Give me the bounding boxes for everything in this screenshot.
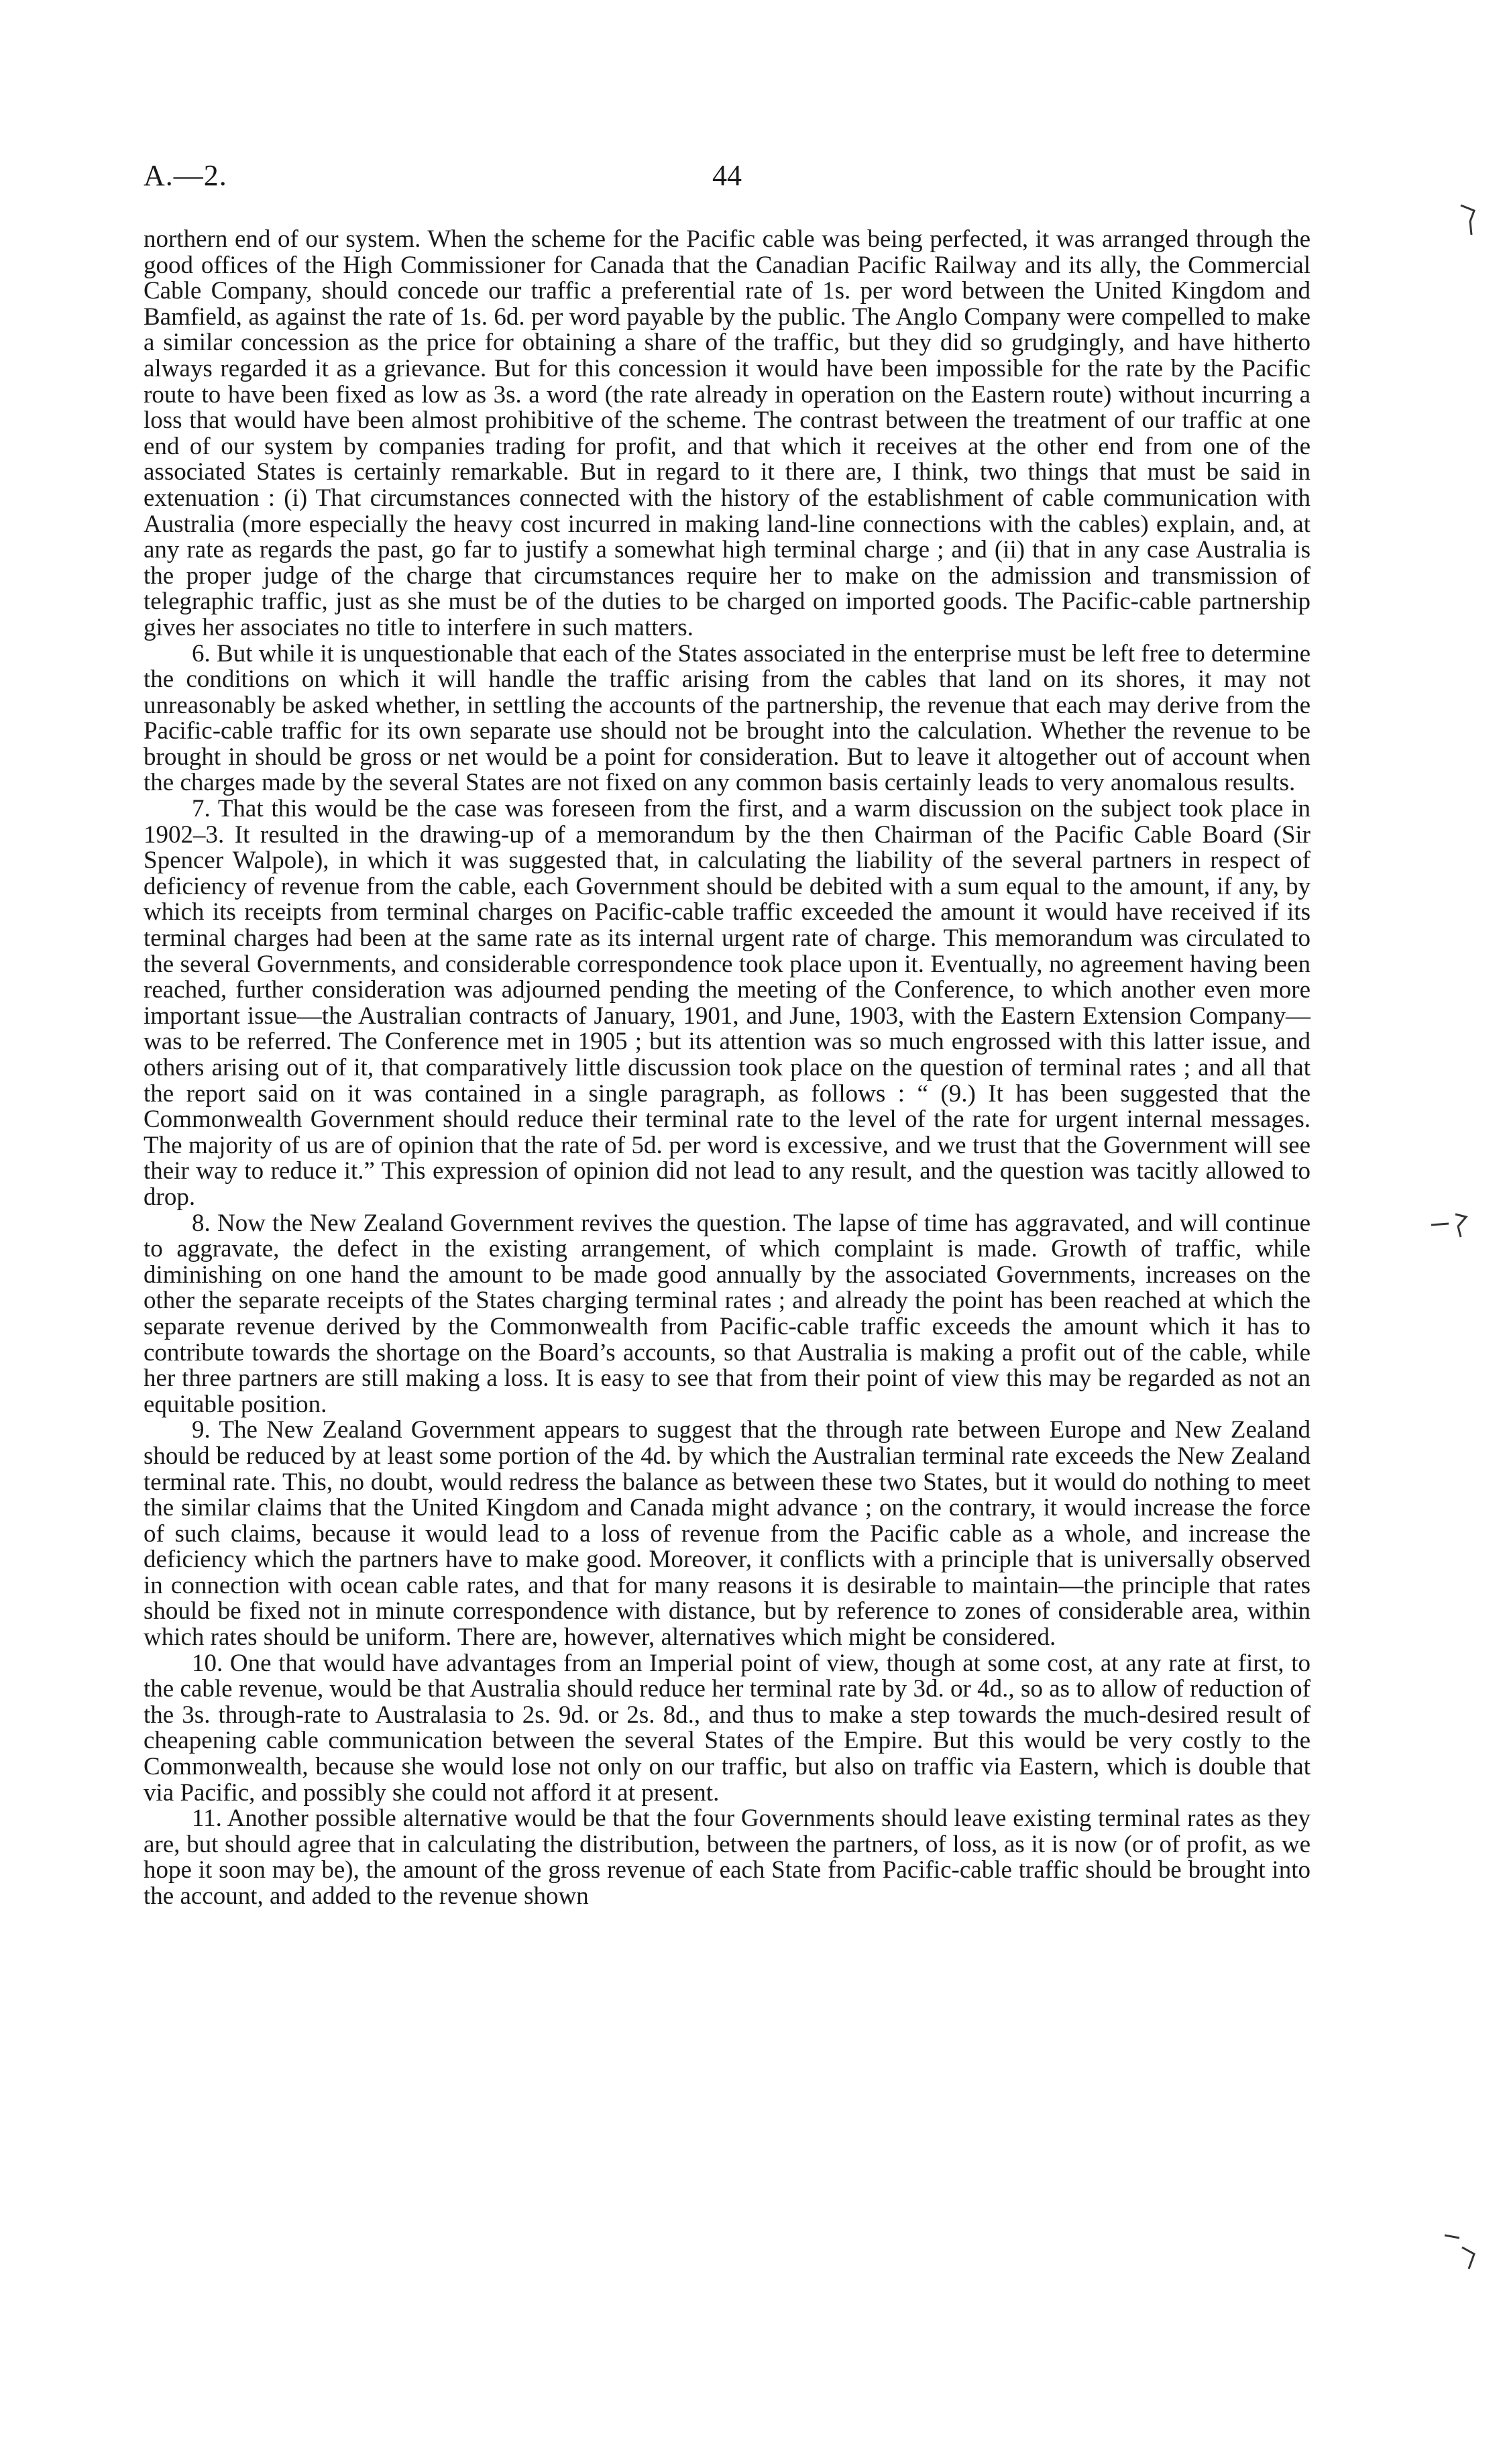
document-reference: A.—2. [144,159,227,192]
paragraph-6: 6. But while it is unquestionable that each of the States associated in the enterprise must be left free to determine the conditions on which it will handle the traffic arising from the cables that land on its shores, it may not unreasonably be asked whether, in settling the accounts of the partnership, the revenue that each may derive from the Pacific-cable traffic for its own separate use should not be brought into the calculation. Whether the revenue to be brought in should be gross or net would be a point for consideration. But to leave it altogether out of account when the charges made by the several States are not fixed on any common basis certainly leads to very anomalous results. [144,639,1311,797]
margin-mark-icon [1442,2227,1482,2274]
page-number: 44 [712,159,742,192]
margin-mark-icon [1455,201,1482,242]
page-header [144,158,1311,199]
paragraph-9: 9. The New Zealand Government appears to suggest that the through rate between Europe and New Zealand should be reduced by at least some portion of the 4d. by which the Australian terminal rate exceeds the New Zealand terminal rate. This, no doubt, would redress the balance as between these two States, but it would do nothing to meet the similar claims that the United Kingdom and Canada might advance ; on the contrary, it would increase the force of such claims, because it would lead to a loss of revenue from the Pacific cable as a whole, and increase the deficiency which the partners have to make good. Moreover, it conflicts with a principle that is universally observed in connection with ocean cable rates, and that for many reasons it is desirable to maintain—the principle that rates should be fixed not in minute correspondence with distance, but by reference to zones of considerable area, within which rates should be uniform. There are, however, alternatives which might be considered. [144,1416,1311,1652]
body-text [144,227,1311,1910]
paragraph-10: 10. One that would have advantages from an Imperial point of view, though at some cost, at any rate at first, to the cable revenue, would be that Australia should reduce her terminal rate by 3d. or 4d., so as to allow of reduction of the 3s. through-rate to Australasia to 2s. 9d. or 2s. 8d., and thus to make a step towards the much-desired result of cheapening cable communication between the several States of the Empire. But this would be very costly to the Commonwealth, because she would lose not only on our traffic, but also on traffic via Eastern, which is double that via Pacific, and possibly she could not afford it at present. [144,1649,1311,1807]
paragraph-7: 7. That this would be the case was foreseen from the first, and a warm discussion on the subject took place in 1902–3. It resulted in the drawing-up of a memorandum by the then Chairman of the Pacific Cable Board (Sir Spencer Walpole), in which it was suggested that, in calculating the liability of the several partners in respect of deficiency of revenue from the cable, each Government should be debited with a sum equal to the amount, if any, by which its receipts from terminal charges on Pacific-cable traffic exceeded the amount it would have received if its terminal charges had been at the same rate as its internal urgent rate of charge. This memorandum was circulated to the several Governments, and considerable correspondence took place upon it. Eventually, no agreement having been reached, further consideration was adjourned pending the meeting of the Conference, to which another even more important issue—the Australian contracts of January, 1901, and June, 1903, with the Eastern Extension Company—was to be referred. The Conference met in 1905 ; but its attention was so much engrossed with this latter issue, and others arising out of it, that comparatively little discussion took place on the question of terminal rates ; and all that the report said on it was contained in a single paragraph, as follows : “ (9.) It has been suggested that the Commonwealth Government should reduce their terminal rate to the level of the rate for urgent internal messages. The majority of us are of opinion that the rate of 5d. per word is excessive, and we trust that the Government will see their way to reduce it.” This expression of opinion did not lead to any result, and the question was tacitly allowed to drop. [144,795,1311,1211]
paragraph-continuation: northern end of our system. When the scheme for the Pacific cable was being perfected, it was arranged through the good offices of the High Commissioner for Canada that the Canadian Pacific Railway and its ally, the Commercial Cable Company, should concede our traffic a preferential rate of 1s. per word between the United Kingdom and Bamfield, as against the rate of 1s. 6d. per word payable by the public. The Anglo Company were compelled to make a similar concession as the price for obtaining a share of the traffic, but they did so grudgingly, and have hitherto always regarded it as a grievance. But for this concession it would have been impossible for the rate by the Pacific route to have been fixed as low as 3s. a word (the rate already in operation on the Eastern route) without incurring a loss that would have been almost prohibitive of the scheme. The contrast between the treatment of our traffic at one end of our system by companies trading for profit, and that which it receives at the other end from one of the associated States is certainly remarkable. But in regard to it there are, I think, two things that must be said in extenuation : (i) That circumstances connected with the history of the establishment of cable communication with Australia (more especially the heavy cost incurred in making land-line connections with the cables) explain, and, at any rate as regards the past, go far to justify a somewhat high terminal charge ; and (ii) that in any case Australia is the proper judge of the charge that circumstances require her to make on the admission and transmission of telegraphic traffic, just as she must be of the duties to be charged on imported goods. The Pacific-cable partnership gives her associates no title to interfere in such matters. [144,225,1311,641]
paragraph-11: 11. Another possible alternative would be that the four Governments should leave existing terminal rates as they are, but should agree that in calculating the distribution, between the partners, of loss, as it is now (or of profit, as we hope it soon may be), the amount of the gross revenue of each State from Pacific-cable traffic should be brought into the account, and added to the revenue shown [144,1805,1311,1910]
margin-mark-icon [1429,1208,1475,1241]
paragraph-8: 8. Now the New Zealand Government revives the question. The lapse of time has aggravated, and will continue to aggravate, the defect in the existing arrangement, of which complaint is made. Growth of traffic, while diminishing on one hand the amount to be made good annually by the associated Governments, increases on the other the separate receipts of the States charging terminal rates ; and already the point has been reached at which the separate revenue derived by the Commonwealth from Pacific-cable traffic exceeds the amount which it has to contribute towards the shortage on the Board’s accounts, so that Australia is making a profit out of the cable, while her three partners are still making a loss. It is easy to see that from their point of view this may be regarded as not an equitable position. [144,1209,1311,1418]
